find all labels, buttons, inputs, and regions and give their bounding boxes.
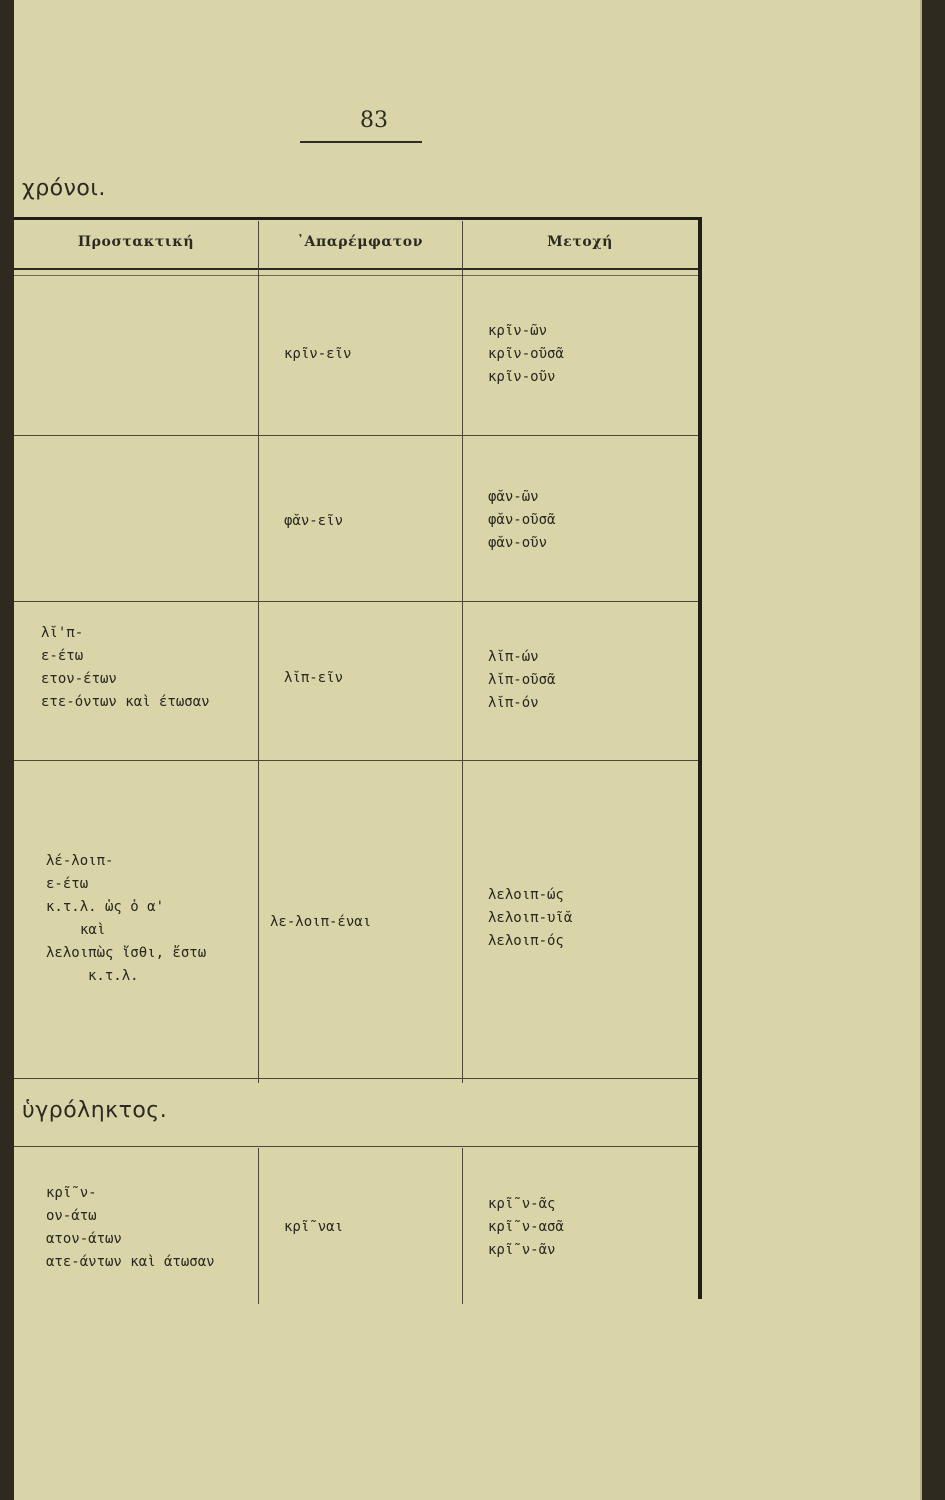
header-divider-thin [14,275,698,276]
participle-line: φᾰν-ῶν [488,489,539,505]
participle-cell [488,646,555,715]
participle-line: κρῖ῀ν-ᾶς [488,1196,556,1212]
imperative-line: ε-έτω [46,876,89,892]
participle-line: κρῖν-ῶν [488,323,548,339]
participle-line: λῐπ-ών [488,649,539,665]
participle-line: κρῖν-οῦν [488,369,556,385]
imperative-line: κ.τ.λ. [88,968,139,984]
imperative-line: καὶ [80,922,106,938]
table-top-border [14,217,702,220]
participle-cell [488,884,572,953]
imperative-line: λέ-λοιπ- [46,853,114,869]
column-divider-2-bottom [462,1148,463,1304]
participle-cell [488,1193,564,1262]
imperative-line: λῐ'π- [41,625,84,641]
row-divider-4 [14,1078,698,1079]
infinitive-cell: λῐπ-εῖν [284,670,344,686]
infinitive-cell: κρῖ῀ναι [284,1219,344,1235]
imperative-line: κ.τ.λ. ὡς ὁ α' [46,899,165,915]
infinitive-cell: φᾰν-εῖν [284,513,344,529]
participle-line: κρῖν-οῦσᾶ [488,346,564,362]
participle-line: κρῖ῀ν-ασᾶ [488,1219,564,1235]
participle-cell [488,320,564,389]
column-divider-1-bottom [258,1148,259,1304]
participle-line: φᾰν-οῦν [488,535,548,551]
page-number-rule [300,141,422,143]
imperative-cell [46,850,206,988]
row-divider-1 [14,435,698,436]
participle-line: λελοιπ-υῖᾰ [488,910,573,926]
imperative-line: ετε-όντων καὶ έτωσαν [41,694,210,710]
row-divider-2 [14,601,698,602]
infinitive-cell: λε-λοιπ-έναι [270,914,372,930]
table-right-border [698,217,702,1299]
imperative-line: ε-έτω [41,648,84,664]
book-page [14,0,922,1500]
page-number: 83 [360,108,388,133]
imperative-line: κρῖ῀ν- [46,1185,97,1201]
participle-line: λῐπ-όν [488,695,539,711]
imperative-line: ον-άτω [46,1208,97,1224]
column-divider-1 [258,221,259,1083]
participle-line: λῐπ-οῦσᾶ [488,672,556,688]
imperative-cell [46,1182,215,1274]
imperative-line: ατον-άτων [46,1231,122,1247]
participle-line: λελοιπ-ός [488,933,564,949]
section-title-bottom: ὑγρόληκτος. [22,1098,168,1123]
row-divider-3 [14,760,698,761]
header-participle: Μετοχή [547,234,613,250]
header-infinitive: ᾿Απαρέμφατον [296,234,424,250]
header-imperative: Προστακτική [77,234,195,250]
imperative-line: ατε-άντων καὶ άτωσαν [46,1254,215,1270]
imperative-line: λελοιπὼς ἴσθι, ἔστω [46,945,207,961]
section-title-top: χρόνοι. [22,176,106,201]
participle-line: φᾰν-οῦσᾶ [488,512,556,528]
participle-line: λελοιπ-ώς [488,887,564,903]
row-divider-5 [14,1146,698,1147]
imperative-line: ετον-έτων [41,671,117,687]
infinitive-cell: κρῖν-εῖν [284,346,352,362]
participle-cell [488,486,555,555]
imperative-cell [41,622,210,714]
participle-line: κρῖ῀ν-ᾶν [488,1242,556,1258]
header-divider [14,268,698,270]
column-divider-2 [462,221,463,1083]
